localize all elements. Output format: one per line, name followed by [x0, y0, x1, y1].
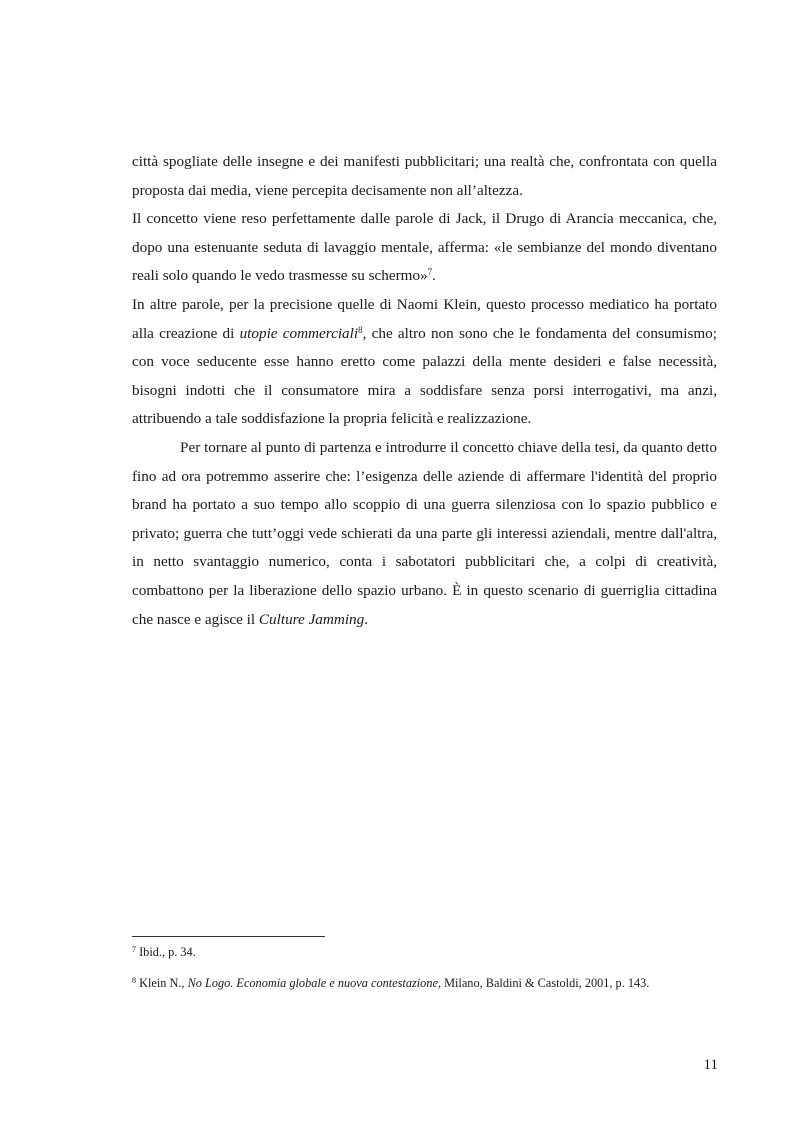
paragraph-4 — [132, 434, 717, 634]
paragraph-4-text: Per tornare al punto di partenza e introdurre il concetto chiave della tesi, da quanto detto fino ad ora potremmo asserire che: l’esigenza delle aziende di affermare l'identità del proprio brand ha portato a suo tempo allo scoppio di una guerra silenziosa con lo spazio pubblico e privato; guerra che tutt’oggi vede schierati da una parte gli interessi aziendali, mentre dall'altra, in netto svantaggio numerico, conta i sabotatori pubblicitari che, a colpi di creatività, combattono per la liberazione dello spazio urbano. È in questo scenario di guerriglia cittadina che nasce e agisce il — [132, 438, 717, 628]
paragraph-4-italic: Culture Jamming — [258, 610, 365, 628]
footnote-8 — [132, 975, 717, 991]
paragraph-1 — [132, 148, 717, 205]
footnote-8-text-a: Klein N., — [136, 976, 188, 990]
paragraph-2-text: Il concetto viene reso perfettamente dalle parole di Jack, il Drugo di Arancia meccanica, che, dopo una estenuante seduta di lavaggio mentale, afferma: «le sembianze del mondo diventano reali solo quando le vedo trasmesse su schermo» — [132, 210, 717, 285]
footnote-ref-8: 8 — [358, 324, 363, 335]
footnote-8-italic: No Logo. Economia globale e nuova contestazione — [187, 976, 438, 990]
footnote-8-number: 8 — [132, 976, 136, 985]
footnote-7 — [132, 944, 717, 960]
footnote-7-text: Ibid., p. 34. — [136, 945, 196, 959]
footnote-7-number: 7 — [132, 945, 136, 954]
body-text — [132, 148, 717, 634]
footnote-8-text-b: , Milano, Baldini & Castoldi, 2001, p. 143. — [437, 976, 650, 990]
paragraph-2 — [132, 205, 717, 291]
paragraph-3-text-b: , che altro non sono che le fondamenta del consumismo; con voce seducente esse hanno eretto come palazzi della mente desideri e false necessità, bisogni indotti che il consumatore mira a soddisfare senza porsi interrogativi, ma anzi, attribuendo a tale soddisfazione la propria felicità e realizzazione. — [132, 324, 717, 428]
paragraph-3-text-a: In altre parole, per la precisione quelle di Naomi Klein, questo processo mediatico ha portato alla creazione di — [132, 295, 717, 342]
paragraph-3-italic: utopie commerciali — [239, 324, 359, 342]
paragraph-3 — [132, 291, 717, 434]
footnote-divider — [132, 936, 325, 937]
footnote-ref-7: 7 — [427, 267, 433, 278]
page-number: 11 — [703, 1057, 718, 1073]
paragraph-2-end: . — [432, 267, 436, 285]
paragraph-4-end: . — [364, 610, 369, 628]
paragraph-1-text: città spogliate delle insegne e dei manifesti pubblicitari; una realtà che, confrontata con quella proposta dai media, viene percepita decisamente non all’altezza. — [132, 153, 717, 199]
